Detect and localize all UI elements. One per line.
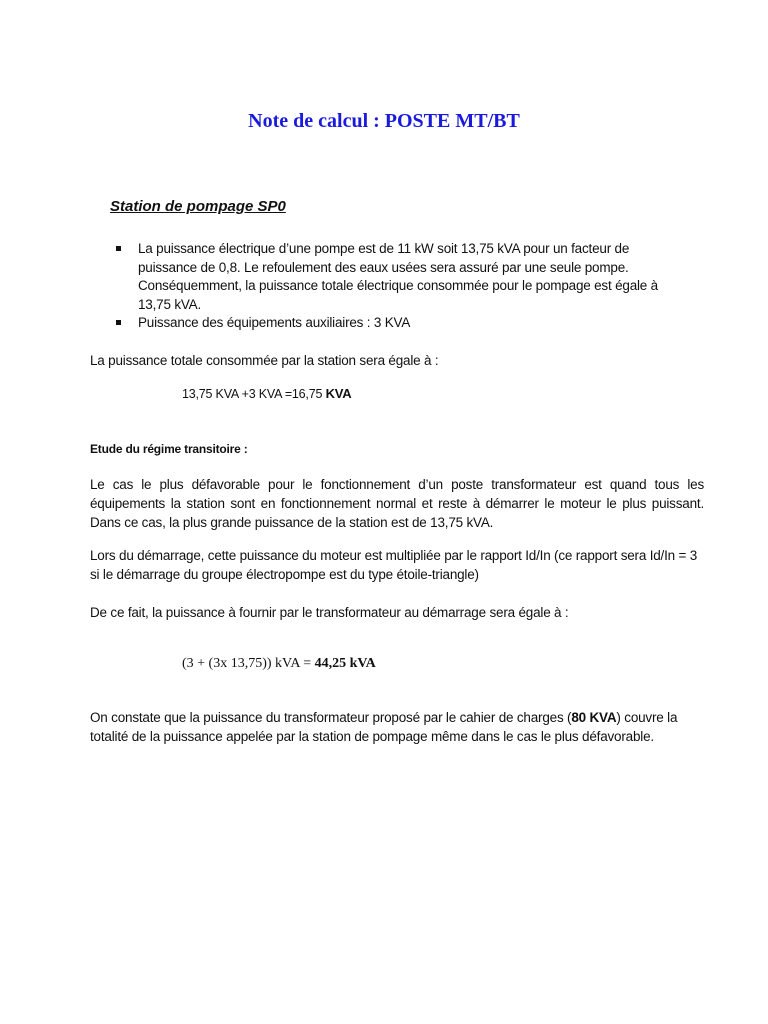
document-title: Note de calcul : POSTE MT/BT [248, 110, 520, 132]
conclusion-highlight: 80 KVA [571, 710, 617, 725]
list-item [110, 314, 670, 333]
section-heading: Station de pompage SP0 [110, 198, 286, 215]
list-item [110, 240, 670, 314]
paragraph-worst-case: Le cas le plus défavorable pour le fonctionnement d’un poste transformateur est quand tous les équipements la station sont en fonctionnement normal et reste à démarrer le moteur le plus puissant. Dans ce cas, la plus grande puissance de la station est de 13,75 kVA. [90, 477, 704, 530]
formula-unit: KVA [322, 386, 352, 401]
formula-expression: 13,75 KVA +3 KVA =16,75 [182, 387, 323, 401]
square-bullet-icon [116, 320, 121, 325]
formula-total-power [182, 386, 352, 401]
formula-result: 44,25 kVA [314, 656, 376, 671]
bullet-list [110, 240, 670, 333]
total-intro-text: La puissance totale consommée par la station sera égale à : [90, 353, 439, 368]
formula-expression: (3 + (3x 13,75)) kVA = [182, 656, 315, 671]
paragraph-transformer-power: De ce fait, la puissance à fournir par le transformateur au démarrage sera égale à : [90, 605, 569, 620]
square-bullet-icon [116, 246, 121, 251]
transient-heading: Etude du régime transitoire : [90, 442, 248, 456]
bullet-text: Puissance des équipements auxiliaires : 3 KVA [138, 315, 411, 330]
conclusion-text-before: On constate que la puissance du transformateur proposé par le cahier de charges ( [90, 710, 572, 725]
paragraph-startup: Lors du démarrage, cette puissance du moteur est multipliée par le rapport Id/In (ce rapport sera Id/In = 3 si le démarrage du groupe électropompe est du type étoile-triangle) [90, 548, 698, 582]
formula-startup-power [182, 656, 376, 672]
paragraph-conclusion [90, 708, 704, 746]
bullet-text: La puissance électrique d’une pompe est de 11 kW soit 13,75 kVA pour un facteur de puissance de 0,8. Le refoulement des eaux usées sera assuré par une seule pompe. Conséquemment, la puissance totale électrique consommée pour le pompage est égale à 13,75 kVA. [138, 241, 658, 312]
conclusion-text-after: ) couvre la totalité de la puissance appelée par la station de pompage même dans le cas le plus défavorable. [90, 710, 678, 744]
